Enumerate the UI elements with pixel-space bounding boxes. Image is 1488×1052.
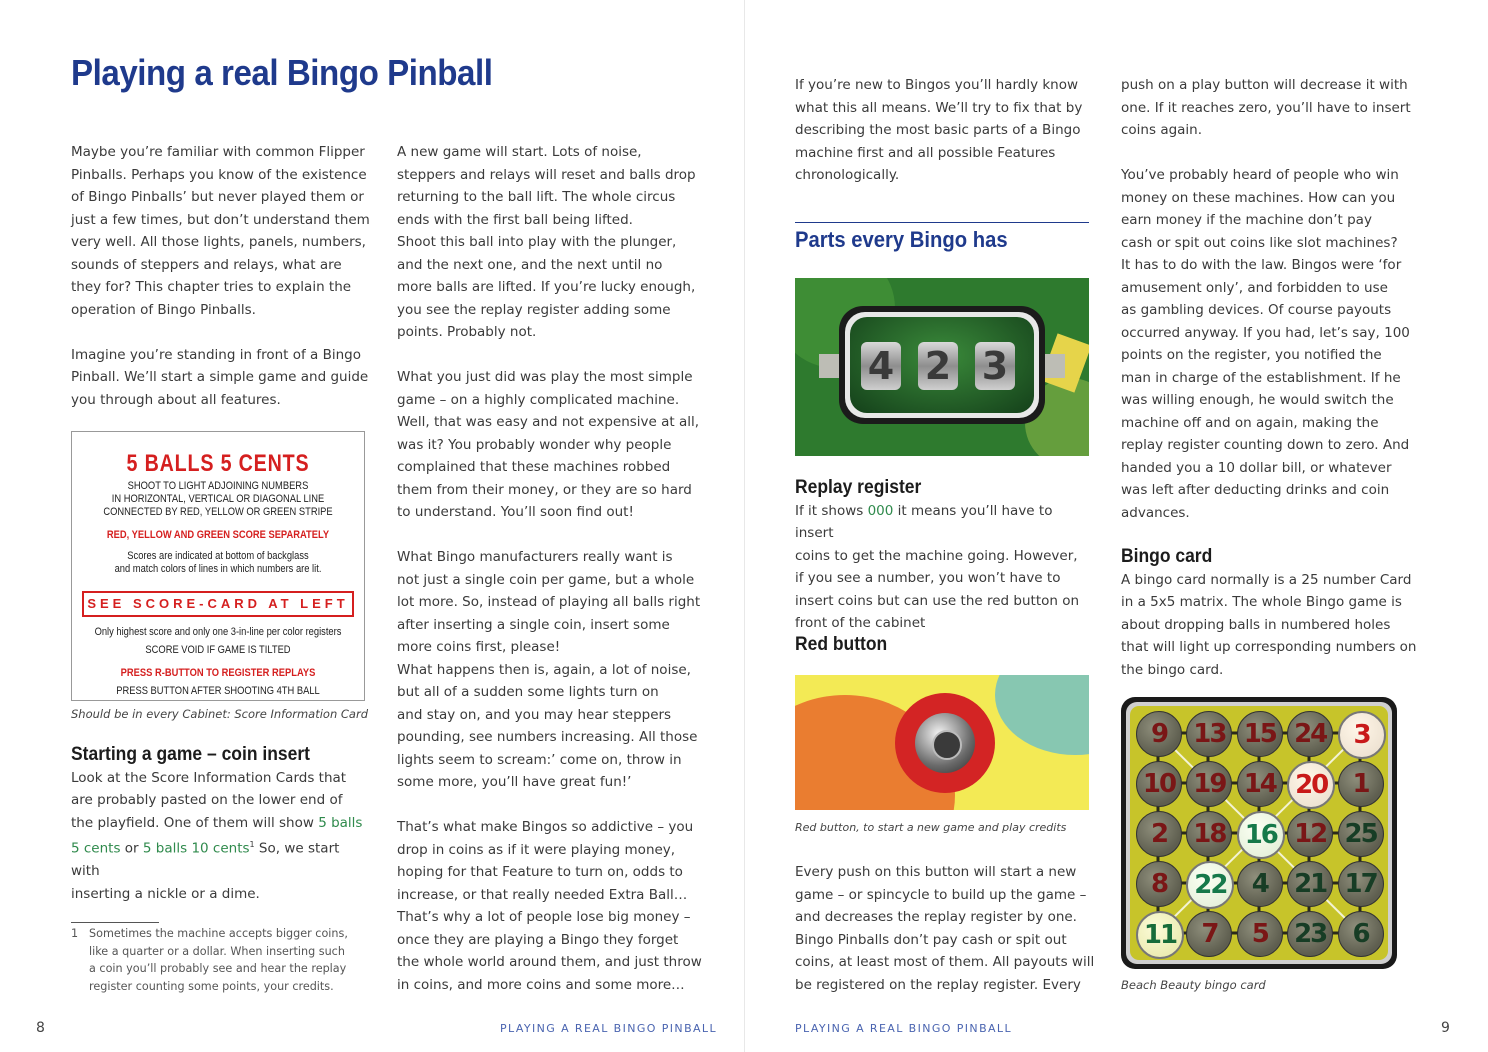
bingo-number: 1 [1338,761,1384,807]
score-information-card [71,431,365,701]
right-column-1-lower [795,861,1095,996]
text: If it shows [795,502,868,519]
score-card-title: 5 BALLS 5 CENTS [126,450,310,477]
bingo-number: 12 [1287,811,1333,857]
paragraph [71,767,371,906]
replay-digit: 2 [918,342,958,390]
text: So, we start with inserting a nickle or a dime. [71,840,340,902]
score-card-line: PRESS BUTTON AFTER SHOOTING 4TH BALL [116,685,320,697]
page-title: Playing a real Bingo Pinball [71,52,493,93]
bingo-number: 20 [1287,761,1335,809]
paragraph: What Bingo manufacturers really want is not just a single coin per game, but a whole lot more. So, instead of playing all balls right after inserting a single coin, insert some more coins first, please! What happens then is, again, a lot of noise, but all of a sudden some lights turn on and stay on, and you may hear steppers pounding, see numbers increasing. All those lights seem to scream:’ come on, throw in some more, you’ll have great fun!’ [397,549,701,790]
bingo-number: 5 [1237,911,1283,957]
subheading-red-button: Red button [795,634,888,655]
bingo-number: 10 [1136,761,1182,807]
footnote-number: 1 [71,927,79,940]
bingo-card-image [1121,697,1397,969]
bingo-number: 17 [1338,861,1384,907]
right-column-1 [795,74,1095,187]
right-column-2 [1121,74,1431,681]
page-number-right: 9 [1441,1020,1450,1036]
section-heading-parts: Parts every Bingo has [795,227,1008,252]
replay-section [795,477,1095,635]
subheading-bingo-card: Bingo card [1121,546,1213,567]
bingo-number: 8 [1136,861,1182,907]
bingo-number: 15 [1237,711,1283,757]
running-footer-left: PLAYING A REAL BINGO PINBALL [500,1022,717,1035]
paragraph: A bingo card normally is a 25 number Card in a 5x5 matrix. The whole Bingo game is about dropping balls in numbered holes that will light up corresponding numbers on the bingo card. [1121,571,1417,678]
page-number-left: 8 [36,1020,45,1036]
bingo-number: 11 [1136,911,1184,959]
bingo-number: 7 [1186,911,1232,957]
score-card-line: RED, YELLOW AND GREEN SCORE SEPARATELY [106,529,330,541]
bingo-number: 25 [1338,811,1384,857]
left-column-2 [397,141,702,996]
paragraph: What you just did was play the most simple game – on a highly complicated machine. Well, that was easy and not expensive at all, was it? You probably wonder why people complained that these machines robbed them from their money, or they are so hard to understand. You’ll soon find out! [397,369,700,520]
starting-section [71,744,371,905]
highlight-text: 5 balls 10 cents [142,840,250,857]
bingo-number: 6 [1338,911,1384,957]
bingo-number: 18 [1186,811,1232,857]
red-button-caption: Red button, to start a new game and play credits [795,821,1067,834]
subheading-starting: Starting a game – coin insert [71,744,310,765]
highlight-text: 5 balls 5 cents [71,814,363,857]
red-button-photo [795,675,1089,810]
replay-digit: 3 [975,342,1015,390]
footnote-ref: 1 [249,840,255,849]
bingo-number: 13 [1186,711,1232,757]
text: Look at the Score Information Cards that are probably pasted on the lower end of the playfield. One of them will show [71,769,347,831]
paragraph: Maybe you’re familiar with common Flipper Pinballs. Perhaps you know of the existence of Bingo Pinballs’ but never played them or just a few times, but don’t understand them very well. All those lights, panels, numbers, sounds of steppers and relays, what are they for? This chapter tries to explain the operation of Bingo Pinballs. [71,144,370,318]
paragraph: Imagine you’re standing in front of a Bingo Pinball. We’ll start a simple game and guide you through about all features. [71,346,369,408]
left-column-1 [71,141,371,411]
paragraph: Every push on this button will start a new game – or spincycle to build up the game – and decreases the replay register by one. Bingo Pinballs don’t pay cash or spit out coins, at least most of them. All payouts will be registered on the replay register. Every [795,864,1095,993]
bingo-number: 19 [1186,761,1232,807]
bingo-number: 9 [1136,711,1182,757]
paragraph: You’ve probably heard of people who win money on these machines. How can you earn money if the machine don’t pay cash or spit out coins like slot machines? It has to do with the law. Bingos were ‘for amusement only’, and forbidden to use as gambling devices. Of course payouts occurred anyway. If you had, let’s say, 100 points on the register, you notified the man in charge of the establishment. If he was willing enough, he would switch the machine off and on again, making the replay register counting down to zero. And handed you a 10 dollar bill, or whatever was left after deducting drinks and coin advances. [1121,167,1410,521]
text: it means you’ll have to insert coins to get the machine going. However, if you see a number, you won’t have to insert coins but can use the red button on front of the cabinet [795,502,1080,631]
footnote-text: Sometimes the machine accepts bigger coins, like a quarter or a dollar. When inserting such a coin you’ll probably see and hear the replay register counting some points, your credits. [89,927,348,993]
score-card-line: and match colors of lines in which numbers are lit. [114,563,322,575]
score-card-line: PRESS R-BUTTON TO REGISTER REPLAYS [120,667,316,679]
replay-register-photo [795,278,1089,456]
section-rule [795,222,1089,223]
score-card-line: SHOOT TO LIGHT ADJOINING NUMBERS [127,480,309,492]
replay-digit: 4 [861,342,901,390]
bingo-number: 22 [1186,861,1234,909]
footnote [71,925,361,995]
bingo-number: 4 [1237,861,1283,907]
text: or [120,840,143,857]
bingo-number: 24 [1287,711,1333,757]
score-card-caption: Should be in every Cabinet: Score Information Card [71,707,369,721]
paragraph [795,500,1095,635]
bingo-number: 3 [1338,711,1386,759]
highlight-text: 000 [867,502,894,519]
paragraph: A new game will start. Lots of noise, steppers and relays will reset and balls drop returning to the ball lift. The whole circus ends with the first ball being lifted. Shoot this ball into play with the plunger, and the next one, and the next until no more balls are lifted. If you’re lucky enough, you see the replay register adding some points. Probably not. [397,144,696,340]
bingo-number: 16 [1237,811,1285,859]
score-card-line: Only highest score and only one 3-in-line per color registers [94,626,342,638]
paragraph: If you’re new to Bingos you’ll hardly know what this all means. We’ll try to fix that by describing the most basic parts of a Bingo machine first and all possible Features chronologically. [795,77,1083,183]
bingo-number: 21 [1287,861,1333,907]
running-footer-right: PLAYING A REAL BINGO PINBALL [795,1022,1012,1035]
subheading-replay: Replay register [795,477,922,498]
footnote-rule [71,922,159,923]
paragraph: That’s what make Bingos so addictive – you drop in coins as if it were playing money, hoping for that Feature to turn on, odds to increase, or that really needed Extra Ball… That’s why a lot of people lose big money – once they are playing a Bingo they forget the whole world around them, and just throw in coins, and more coins and some more… [397,819,702,993]
bingo-number: 14 [1237,761,1283,807]
score-card-line: IN HORIZONTAL, VERTICAL OR DIAGONAL LINE [111,493,325,505]
bingo-number: 2 [1136,811,1182,857]
score-card-line: CONNECTED BY RED, YELLOW OR GREEN STRIPE [103,506,333,518]
score-card-line: Scores are indicated at bottom of backglass [127,550,309,562]
page-spine [744,0,745,1052]
paragraph: push on a play button will decrease it with one. If it reaches zero, you’ll have to insert coins again. [1121,77,1411,138]
score-card-box: SEE SCORE-CARD AT LEFT [82,591,354,617]
bingo-card-caption: Beach Beauty bingo card [1121,978,1266,992]
bingo-number: 23 [1287,911,1333,957]
score-card-line: SCORE VOID IF GAME IS TILTED [145,644,291,656]
